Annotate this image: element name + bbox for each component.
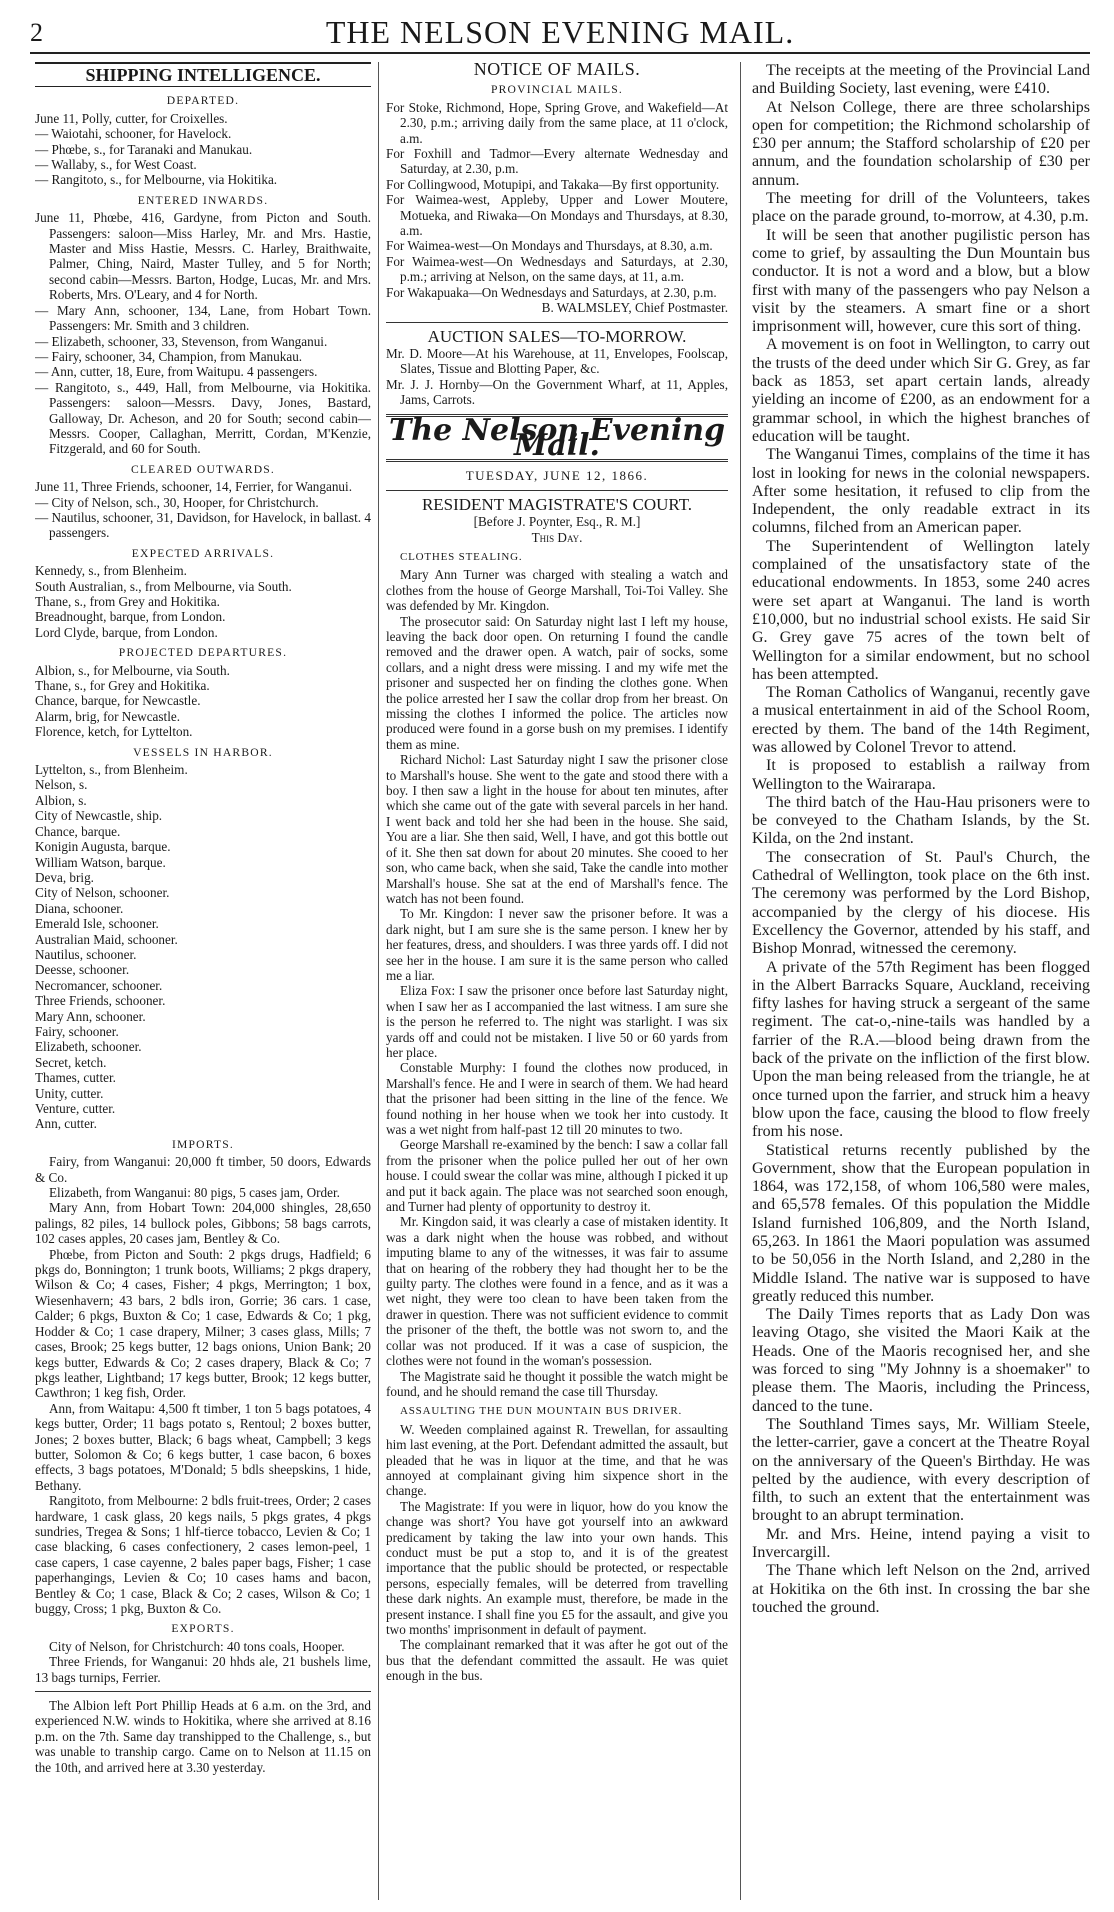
divider [386, 490, 728, 491]
list-item: Alarm, brig, for Newcastle. [35, 708, 181, 724]
list-item: Thames, cutter. [35, 1070, 116, 1086]
list-item: William Watson, barque. [35, 854, 166, 870]
list-item: — Fairy, schooner, 34, Champion, from Manukau. [35, 348, 303, 364]
column-divider [740, 62, 741, 1900]
list-item: The Daily Times reports that as Lady Don was leaving Otago, she visited the Maori Kaik at the Heads. One of the Maoris recognised her, and she was forced to sing "My Johnny is a shoemaker" to please them. The Maoris, including the Princess, danced to the tune. [752, 1306, 1090, 1415]
list-item: — Waiotahi, schooner, for Havelock. [35, 126, 232, 142]
list-item: City of Newcastle, ship. [35, 808, 163, 824]
list-item: For Waimea-west, Appleby, Upper and Lower Moutere, Motueka, and Riwaka—On Mondays and Thursdays, at 8.30, a.m. [386, 192, 728, 239]
list-item: The Magistrate: If you were in liquor, how do you know the change was short? You have got yourself into an awkward predicament by taking the law into your own hands. This conduct must be put a stop to, and it is of the greatest importance that the public should be protected, or respectable persons, especially females, will be deterred from travelling these dark nights. An example must, therefore, be made in the present instance. I shall fine you £5 for the assault, and give you two months' imprisonment in default of payment. [386, 1498, 728, 1637]
list-item: City of Nelson, schooner. [35, 885, 170, 901]
page-number: 2 [30, 18, 43, 47]
column-shipping [35, 62, 371, 1775]
list-item: — Nautilus, schooner, 31, Davidson, for Havelock, in ballast. 4 passengers. [35, 509, 371, 541]
list-item: Constable Murphy: I found the clothes now produced, in Marshall's fence. He and I were in search of them. We had heard that the prisoner had been sitting in the line of the fence. We found nothing in her house when we took her into custody. It was a wet night from half-past 12 till 20 minutes to two. [386, 1060, 728, 1137]
list-item: Mr. and Mrs. Heine, intend paying a visit to Invercargill. [752, 1525, 1090, 1562]
list-item: Mary Ann, from Hobart Town: 204,000 shingles, 28,650 palings, 82 piles, 14 bullock poles, Gibbons; 58 bags carrots, 102 cases apples, 20 cases jam, Bentley & Co. [35, 1200, 371, 1247]
list-item: Emerald Isle, schooner. [35, 916, 159, 932]
list-item: Elizabeth, schooner. [35, 1039, 142, 1055]
list-item: The Roman Catholics of Wanganui, recently gave a musical entertainment in aid of the School Room, erected by them. The band of the 14th Regiment, was allowed by Colonel Trevor to attend. [752, 684, 1090, 756]
divider [386, 322, 728, 323]
dateline: TUESDAY, JUNE 12, 1866. [465, 468, 649, 484]
list-item: June 11, Three Friends, schooner, 14, Ferrier, for Wanganui. [35, 479, 352, 495]
list-item: Albion, s., for Melbourne, via South. [35, 662, 230, 678]
mails-title: NOTICE OF MAILS. [473, 62, 641, 79]
list-item: Three Friends, for Wanganui: 20 hhds ale, 21 bushels lime, 13 bags turnips, Ferrier. [35, 1654, 371, 1685]
section-title: EXPECTED ARRIVALS. [131, 546, 275, 560]
mails-list [386, 100, 728, 300]
list-item: It is proposed to establish a railway from Wellington to the Wairarapa. [752, 757, 1090, 793]
list-item: — Phœbe, s., for Taranaki and Manukau. [35, 141, 253, 157]
list-item: W. Weeden complained against R. Trewellan, for assaulting him last evening, at the Port. Defendant admitted the assault, but pleaded that he was in liquor at the time, and that he was annoyed at complainant giving him sixpence short in the change. [386, 1421, 728, 1499]
auction-list [386, 346, 728, 408]
list-item: Mr. Kingdon said, it was clearly a case of mistaken identity. It was a dark night when the house was robbed, and without imputing blame to any of the witnesses, it was fair to assume that on hearing of the robbery they had thought her to be the guilty party. The clothes were found in a fence, and as it was a wet night, they were too clean to have been taken from the drawer in question. There was not sufficient evidence to commit the prisoner of the theft, the bottle was not sworn to, and the collar was not produced. If it was a case of suspicion, the clothes were not found in the woman's possession. [386, 1214, 728, 1369]
section-title: EXPORTS. [171, 1622, 235, 1636]
list-item: Mary Ann, schooner. [35, 1008, 146, 1024]
case-title: CLOTHES STEALING. [400, 550, 523, 563]
list-item: For Waimea-west—On Mondays and Thursdays, at 8.30, a.m. [386, 238, 713, 254]
list-item: The Wanganui Times, complains of the time it has lost in looking for news in the colonial newspapers. After some hesitation, it refused to clip from the Independent, the only readable extract in its columns, filched from an American paper. [752, 446, 1090, 537]
list-item: Konigin Augusta, barque. [35, 839, 171, 855]
case-bus-driver-assault [386, 1422, 728, 1684]
list-item: Fairy, schooner. [35, 1023, 119, 1039]
list-item: June 11, Phœbe, 416, Gardyne, from Picton and South. Passengers: saloon—Miss Harley, Mr. and Mrs. Hastie, Master and Miss Hastie, Messrs. C. Harley, Braithwaite, Palmer, Ching, Naird, Master Tulley, and 5 for North; second cabin—Messrs. Barton, Hodge, Lucas, Mr. and Mrs. Roberts, Mrs. O'Leary, and 4 for North. [35, 210, 371, 303]
section-title: DEPARTED. [166, 94, 240, 108]
list-item: South Australian, s., from Melbourne, via South. [35, 578, 292, 594]
list-item: The consecration of St. Paul's Church, the Cathedral of Wellington, took place on the 6th inst. The ceremony was performed by the Lord Bishop, accompanied by the clergy of his diocese. His Excellency the Governor, attended by his staff, and Bishop Monrad, witnessed the ceremony. [752, 848, 1090, 958]
list-item: — Mary Ann, schooner, 134, Lane, from Hobart Town. Passengers: Mr. Smith and 3 children. [35, 302, 371, 334]
list-item: Lyttelton, s., from Blenheim. [35, 762, 188, 778]
list-item: A private of the 57th Regiment has been flogged in the Albert Barracks Square, Auckland, receiving fifty lashes for having struck a sergeant of the same regiment. The cat-o,-nine-tails was handled by a farrier of the R.A.—blood being drawn from the back of the private on the infliction of the first blow. Upon the man being released from the triangle, he at once turned upon the farrier, and struck him a heavy blow upon the face, causing the blood to flow freely from his nose. [752, 958, 1090, 1141]
list-item: The prosecutor said: On Saturday night last I left my house, leaving the back door open. On returning I found the candle removed and the drawer open. A watch, pair of socks, some collars, and a night dress were missing. I and my wife met the prisoner and suspected her on finding the clothes gone. When the police arrested her I saw the collar drop from her breast. On missing the clothes I informed the police. The articles now produced were found in a gorse bush on my premises. I identify them as mine. [386, 613, 728, 752]
mails-subtitle: PROVINCIAL MAILS. [490, 83, 624, 97]
list-item: The complainant remarked that it was after he got out of the bus that the defendant committed the assault. He was quiet enough in the bus. [386, 1637, 728, 1684]
list-item: For Collingwood, Motupipi, and Takaka—By first opportunity. [386, 176, 720, 192]
list-item: — Wallaby, s., for West Coast. [35, 157, 197, 173]
cleared-list [35, 479, 371, 541]
list-item: The Southland Times says, Mr. William Steele, the letter-carrier, gave a concert at the Theatre Royal on the anniversary of the Queen's Birthday. He was pelted by the audience, with every description of filth, to such an extent that the entertainment was brought to an abrupt termination. [752, 1415, 1090, 1525]
court-day: This Day. [531, 529, 583, 545]
list-item: Thane, s., from Grey and Hokitika. [35, 594, 220, 609]
list-item: Ann, cutter. [35, 1116, 97, 1132]
list-item: A movement is on foot in Wellington, to carry out the trusts of the deed under which Sir G. Grey, as far back as 1853, set apart certain lands, already yielding an income of £200, as an endowment for a grammar school, in which the highest branches of education will be taught. [752, 336, 1090, 445]
list-item: June 11, Polly, cutter, for Croixelles. [35, 110, 228, 126]
masthead-rule [30, 52, 1090, 54]
list-item: At Nelson College, there are three scholarships open for competition; the Richmond scholarship of £30 per annum; the Stafford scholarship of £20 per annum, and the foundation scholarship of £30 per annum. [752, 98, 1090, 189]
auction-title: AUCTION SALES—TO-MORROW. [427, 326, 687, 346]
postmaster-signature: B. WALMSLEY, Chief Postmaster. [541, 300, 728, 316]
list-item: Unity, cutter. [35, 1085, 104, 1101]
list-item: Thane, s., for Grey and Hokitika. [35, 678, 210, 694]
masthead [30, 4, 1090, 52]
case-clothes-stealing [386, 567, 728, 1399]
list-item: Diana, schooner. [35, 900, 124, 916]
list-item: Phœbe, from Picton and South: 2 pkgs drugs, Hadfield; 6 pkgs do, Bonnington; 1 trunk boots, Williams; 2 pkgs drapery, Wilson & Co; 4 cases, Fisher; 4 pkgs, Merrington; 1 box, Wiesenhavern; 43 bars, 2 bdls iron, Gorrie; 36 cars. 1 case, Calder; 6 pkgs, Buxton & Co; 1 case, Edwards & Co; 1 pkg, Hodder & Co; 1 case drapery, Milner; 3 cases glass, Mills; 7 cases, Brook; 25 kegs butter, 12 bags onions, Union Bank; 20 kegs butter, Edwards & Co; 2 cases drapery, Black & Co; 7 pkgs leather, Lightband; 17 kegs butter, Brook; 12 kegs butter, Cawthron; 1 keg fish, Order. [35, 1246, 371, 1401]
section-title: IMPORTS. [171, 1137, 235, 1151]
list-item: Chance, barque, for Newcastle. [35, 693, 201, 709]
list-item: Mr. D. Moore—At his Warehouse, at 11, Envelopes, Foolscap, Slates, Tissue and Blotting Paper, &c. [386, 345, 728, 377]
list-item: Venture, cutter. [35, 1101, 116, 1116]
list-item: Kennedy, s., from Blenheim. [35, 563, 187, 579]
list-item: Mary Ann Turner was charged with stealing a watch and clothes from the house of George Marshall, Toi-Toi Valley. She was defended by Mr. Kingdon. [386, 567, 728, 614]
list-item: Fairy, from Wanganui: 20,000 ft timber, 50 doors, Edwards & Co. [35, 1154, 371, 1185]
list-item: Florence, ketch, for Lyttelton. [35, 724, 193, 740]
list-item: Mr. J. J. Hornby—On the Government Wharf, at 11, Apples, Jams, Carrots. [386, 376, 728, 408]
imports-list [35, 1154, 371, 1616]
departed-list [35, 111, 371, 188]
divider [35, 1691, 371, 1692]
list-item: For Stoke, Richmond, Hope, Spring Grove, and Wakefield—At 2.30, p.m.; arriving daily from the same place, at 11 o'clock, a.m. [386, 99, 728, 146]
court-before: [Before J. Poynter, Esq., R. M.] [473, 514, 641, 530]
list-item: Deesse, schooner. [35, 962, 130, 978]
column-news [752, 62, 1090, 1617]
newspaper-flag: The Nelson Evening Mail. [388, 412, 726, 463]
list-item: Necromancer, schooner. [35, 977, 163, 993]
list-item: City of Nelson, for Christchurch: 40 tons coals, Hooper. [49, 1638, 345, 1654]
section-title: ENTERED INWARDS. [137, 193, 269, 207]
projected-list [35, 663, 371, 740]
list-item: The receipts at the meeting of the Provincial Land and Building Society, last evening, were £410. [752, 62, 1090, 98]
list-item: — Rangitoto, s., for Melbourne, via Hokitika. [35, 172, 278, 188]
list-item: Eliza Fox: I saw the prisoner once before last Saturday night, when I saw her as I accompanied the last witness. I am sure she is the person he referred to. The night was starlight. I was six yards off and could not be mistaken. I live 50 or 60 yards from her place. [386, 983, 728, 1060]
list-item: Lord Clyde, barque, from London. [35, 624, 218, 640]
case-title: ASSAULTING THE DUN MOUNTAIN BUS DRIVER. [400, 1405, 683, 1418]
list-item: Chance, barque. [35, 823, 121, 839]
list-item: Nelson, s. [35, 777, 88, 793]
list-item: Statistical returns recently published by the Government, show that the European population in 1864, was 172,158, of whom 106,580 were males, and 65,578 females. Of this population the Middle Island furnished 106,809, and the North Island, 65,263. In 1861 the Maori population was assumed to be 50,056 in the North Island, and 2,280 in the Middle Island. The native war is supposed to have greatly reduced this number. [752, 1141, 1090, 1305]
list-item: George Marshall re-examined by the bench: I saw a collar fall from the prisoner when the police pulled her out of her own house. I could swear the collar was mine, although I picked it up and put it back again. The place was not searched soon enough, and Turner had plenty of opportunity to destroy it. [386, 1137, 728, 1215]
court-title: RESIDENT MAGISTRATE'S COURT. [421, 494, 693, 514]
list-item: — Elizabeth, schooner, 33, Stevenson, from Wanganui. [35, 333, 328, 349]
list-item: — Rangitoto, s., 449, Hall, from Melbourne, via Hokitika. Passengers: saloon—Messrs. Davy, Jones, Bastard, Galloway, Dr. Acheson, and 20 for South; second cabin—Messrs. Cooper, Callaghan, Merritt, Cordan, M'Kenzie, Fitzgerald, and 60 for South. [35, 379, 371, 457]
list-item: — City of Nelson, sch., 30, Hooper, for Christchurch. [35, 494, 319, 510]
column-notices [386, 62, 728, 1684]
newspaper-title: THE NELSON EVENING MAIL. [325, 14, 795, 50]
vessels-list [35, 762, 371, 1132]
list-item: Secret, ketch. [35, 1054, 107, 1070]
section-title: CLEARED OUTWARDS. [130, 462, 276, 476]
list-item: The Superintendent of Wellington lately complained of the unsatisfactory state of the educational endowments. In 1853, some 240 acres were set apart at Wanganui. The land is worth £10,000, but no industrial school exists. He said Sir G. Grey gave 75 acres of the town belt of Wellington for a similar endowment, but no school has been attempted. [752, 537, 1090, 683]
list-item: Nautilus, schooner. [35, 946, 137, 962]
list-item: Breadnought, barque, from London. [35, 609, 226, 625]
list-item: Elizabeth, from Wanganui: 80 pigs, 5 cases jam, Order. [49, 1185, 340, 1201]
list-item: The Magistrate said he thought it possible the watch might be found, and he should remand the case till Thursday. [386, 1368, 728, 1399]
list-item: Three Friends, schooner. [35, 993, 166, 1009]
news-items [752, 62, 1090, 1617]
list-item: It will be seen that another pugilistic person has come to grief, by assaulting the Dun Mountain bus conductor. It is not a word and a blow, but a blow first with many of the passengers who pay Nelson a visit by the steamers. A smart fine or a short imprisonment will, however, cure this sort of thing. [752, 226, 1090, 336]
list-item: Ann, from Waitapu: 4,500 ft timber, 1 ton 5 bags potatoes, 4 kegs butter, Order; 11 bags potato s, Rentoul; 2 boxes butter, Jones; 2 boxes butter, Black; 6 bags wheat, Campbell; 3 kegs butter, Solomon & Co; 6 kegs butter, 1 case bacon, 6 boxes effects, 3 bags potatoes, M'Donald; 5 bdls sheepskins, 1 hide, Bethany. [35, 1400, 371, 1493]
shipping-note: The Albion left Port Phillip Heads at 6 a.m. on the 3rd, and experienced N.W. winds to Hokitika, where she arrived at 8.16 p.m. on the 7th. Same day transhipped to the Challenge, s., but was unable to tranship cargo. Came on to Nelson at 11.15 on the 10th, and arrived here at 3.30 yesterday. [35, 1698, 371, 1775]
list-item: The third batch of the Hau-Hau prisoners were to be conveyed to the Chatham Islands, by the St. Kilda, on the 2nd instant. [752, 793, 1090, 848]
list-item: For Waimea-west—On Wednesdays and Saturdays, at 2.30, p.m.; arriving at Nelson, on the same days, at 11, a.m. [386, 253, 728, 285]
list-item: Rangitoto, from Melbourne: 2 bdls fruit-trees, Order; 2 cases hardware, 1 cask glass, 20 kegs nails, 5 pkgs grates, 4 pkgs sundries, Tregea & Sons; 1 hlf-tierce tobacco, Levien & Co; 1 case blacking, 6 cases confectionery, 2 cases lemon-peel, 1 case capers, 1 case cayenne, 2 bales paper bags, Fisher; 1 case paperhangings, Levien & Co; 10 cases hams and bacon, Bentley & Co; 1 case, Black & Co; 2 cases, Wilson & Co; 1 buggy, Cross; 1 pkg, Buxton & Co. [35, 1493, 371, 1616]
list-item: Australian Maid, schooner. [35, 931, 178, 947]
column-divider [378, 62, 379, 1900]
list-item: For Wakapuaka—On Wednesdays and Saturdays, at 2.30, p.m. [386, 284, 717, 300]
expected-list [35, 563, 371, 640]
list-item: The meeting for drill of the Volunteers, takes place on the parade ground, to-morrow, at 4.30, p.m. [752, 190, 1090, 226]
entered-list [35, 210, 371, 457]
exports-list [35, 1639, 371, 1685]
section-title: VESSELS IN HARBOR. [133, 745, 273, 759]
list-item: To Mr. Kingdon: I never saw the prisoner before. It was a dark night, but I am sure she is the same person. I knew her by her features, dress, and shoulders. I was three yards off. I did not see her in the house. I am sure it is the same person who called me a liar. [386, 906, 728, 983]
list-item: For Foxhill and Tadmor—Every alternate Wednesday and Saturday, at 2.30, p.m. [386, 146, 728, 177]
list-item: — Ann, cutter, 18, Eure, from Waitupu. 4 passengers. [35, 364, 318, 380]
list-item: Richard Nichol: Last Saturday night I saw the prisoner close to Marshall's house. She went to the gate and stood there with a boy. I then saw a light in the house for about ten minutes, after which she came out of the gate with several parcels in her hand. I went back and told her she had been in the house. She said, You are a liar. She then said, Well, I have, and got this bottle out of it. She then sat down for about 20 minutes. She cooed to her son, who came back, when she said, Take the candle into mother Marshall's house. She sat at the end of Marshall's fence. The watch has not been found. [386, 752, 728, 906]
list-item: Deva, brig. [35, 869, 94, 885]
list-item: Albion, s. [35, 792, 87, 808]
list-item: The Thane which left Nelson on the 2nd, arrived at Hokitika on the 6th inst. In crossing the bar she touched the ground. [752, 1562, 1090, 1616]
section-title: PROJECTED DEPARTURES. [118, 646, 288, 660]
shipping-header: SHIPPING INTELLIGENCE. [35, 62, 371, 87]
